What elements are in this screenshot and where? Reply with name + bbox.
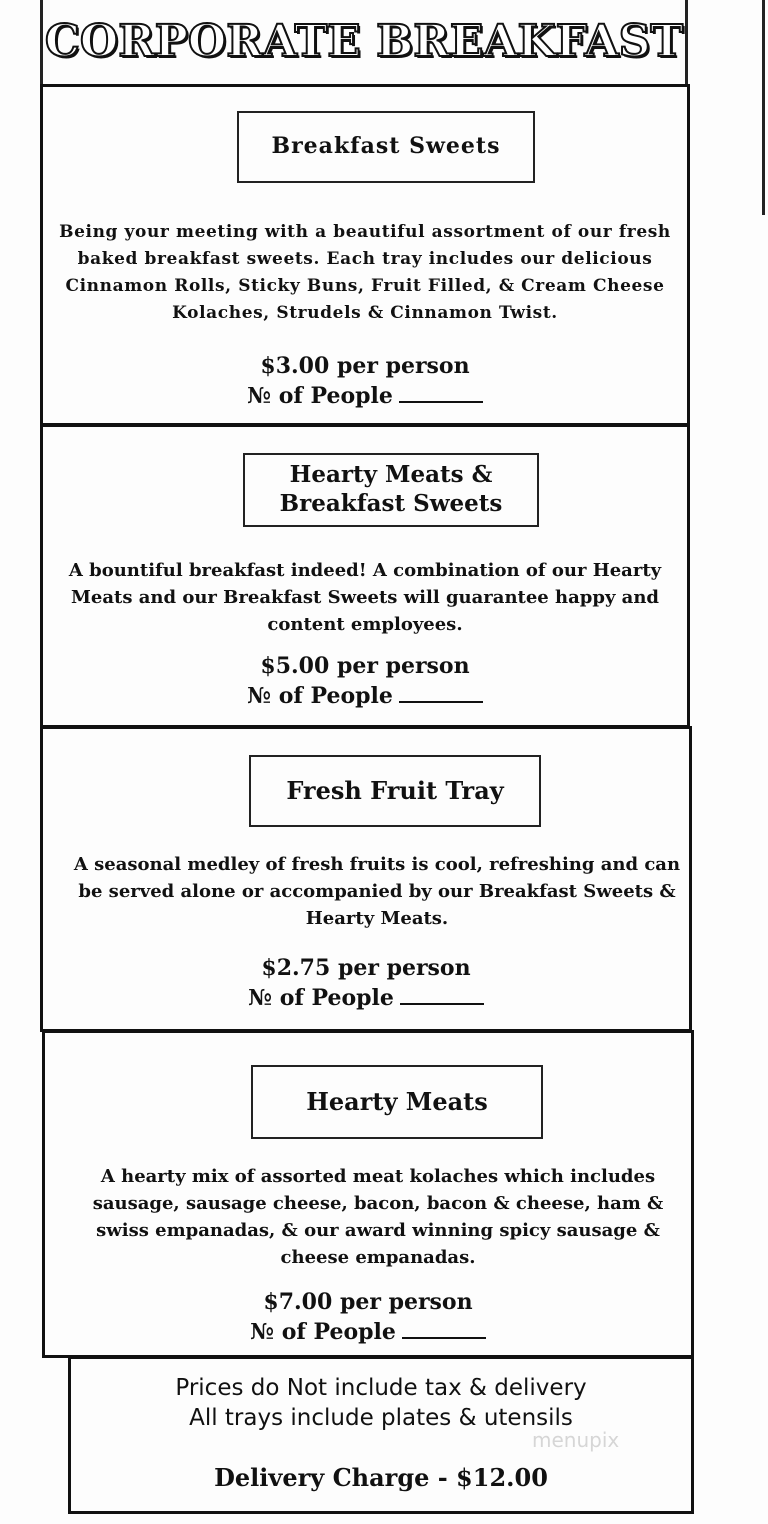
people-blank-line[interactable] (399, 383, 483, 403)
section-title: Hearty Meats (306, 1087, 488, 1116)
section-title: Hearty Meats & Breakfast Sweets (279, 461, 503, 517)
section-price: $7.00 per person (263, 1289, 473, 1315)
people-label: № of People (247, 383, 393, 409)
footer-line-tax: Prices do Not include tax & delivery (175, 1375, 587, 1401)
menu-section-breakfast-sweets (40, 84, 690, 426)
page-title: CORPORATE BREAKFAST (44, 16, 684, 67)
section-title-box (237, 111, 535, 183)
people-label: № of People (247, 683, 393, 709)
section-title: Breakfast Sweets (271, 133, 501, 160)
section-description: Being your meeting with a beautiful assortment of our fresh baked breakfast sweets. Each tray includes our delicious Cinnamon Rolls, Sticky Buns, Fruit Filled, & Cream Cheese Kolaches, Strudels & Cinnamon Twist. (59, 222, 671, 323)
section-title-box (249, 755, 541, 827)
people-label: № of People (248, 985, 394, 1011)
people-count-field[interactable] (43, 381, 687, 411)
menu-section-hearty-meats (42, 1030, 694, 1358)
people-count-field[interactable] (45, 1317, 691, 1347)
footer-line-utensils: All trays include plates & utensils (189, 1405, 573, 1431)
people-blank-line[interactable] (402, 1319, 486, 1339)
section-description: A hearty mix of assorted meat kolaches which includes sausage, sausage cheese, bacon, bacon & cheese, ham & swiss empanadas, & our award winning spicy sausage & cheese empanadas. (92, 1166, 664, 1268)
menu-section-fresh-fruit-tray (40, 726, 692, 1032)
section-price: $3.00 per person (260, 353, 470, 379)
section-description: A bountiful breakfast indeed! A combination of our Hearty Meats and our Breakfast Sweets will guarantee happy and content employees. (68, 560, 662, 635)
menu-section-hearty-meats-sweets (40, 424, 690, 728)
delivery-charge: Delivery Charge - $12.00 (214, 1463, 548, 1492)
section-title-box (243, 453, 539, 527)
section-title: Fresh Fruit Tray (286, 776, 504, 805)
watermark: menupix (532, 1428, 620, 1452)
section-description: A seasonal medley of fresh fruits is cool, refreshing and can be served alone or accompanied by our Breakfast Sweets & Hearty Meats. (73, 854, 681, 929)
people-label: № of People (250, 1319, 396, 1345)
page-edge-line (762, 0, 765, 215)
people-count-field[interactable] (43, 983, 689, 1013)
section-price: $2.75 per person (261, 955, 471, 981)
section-price: $5.00 per person (260, 653, 470, 679)
people-count-field[interactable] (43, 681, 687, 711)
people-blank-line[interactable] (400, 985, 484, 1005)
section-title-box (251, 1065, 543, 1139)
people-blank-line[interactable] (399, 683, 483, 703)
